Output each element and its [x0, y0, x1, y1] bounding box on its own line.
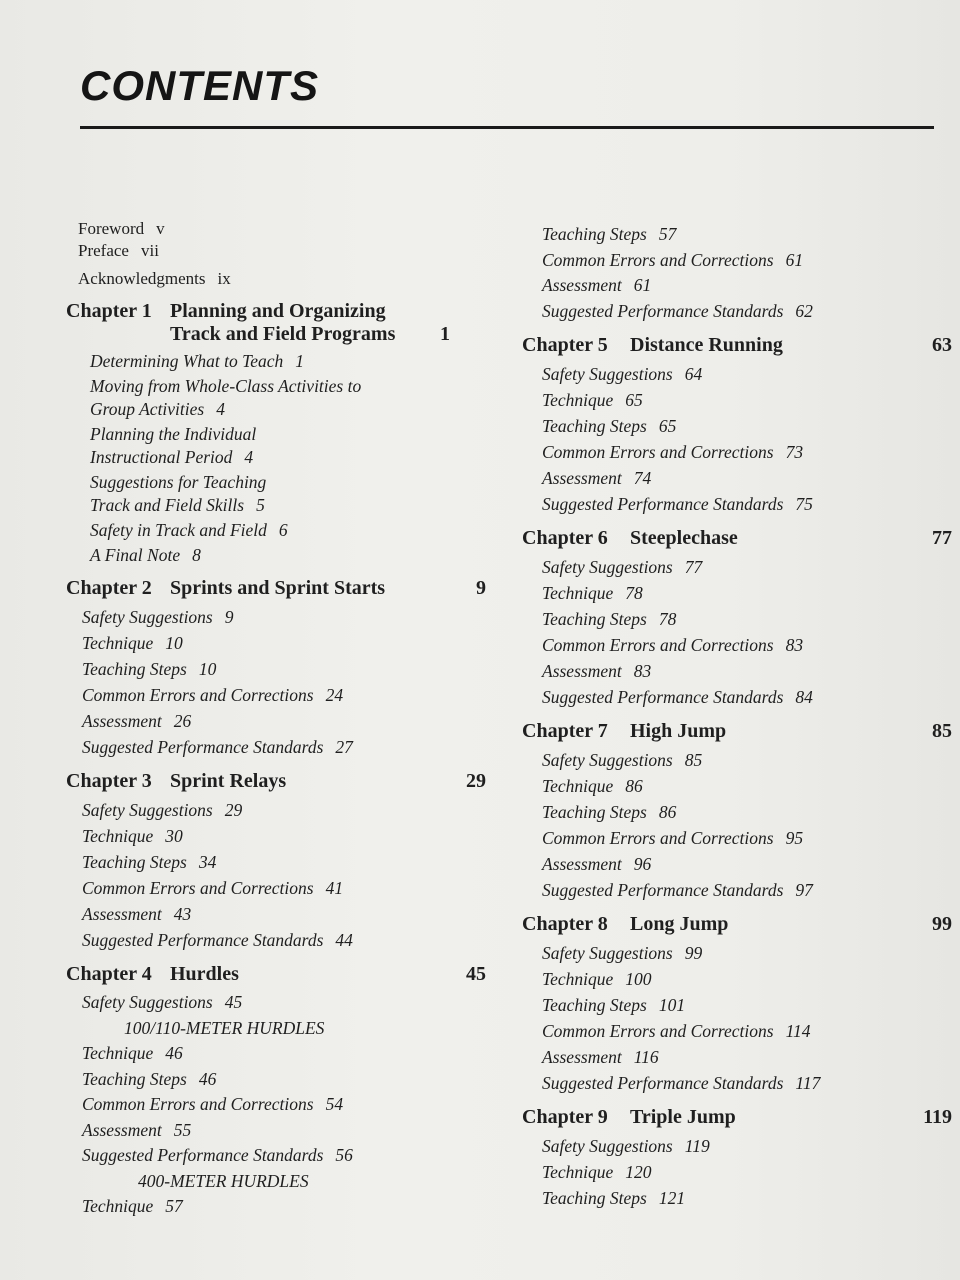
- chapter-section: [522, 334, 952, 517]
- toc-entry-page: 65: [625, 390, 643, 410]
- toc-entry: [542, 580, 952, 606]
- toc-entry-page: 34: [198, 852, 217, 872]
- toc-entry-label: Assessment: [542, 468, 622, 488]
- toc-entry: [542, 1044, 952, 1070]
- front-matter-page: v: [156, 219, 165, 238]
- chapter-label: Chapter 4: [66, 963, 152, 985]
- toc-entry-label: Suggested Performance Standards: [542, 687, 784, 707]
- toc-entry-label: Technique: [82, 1196, 154, 1216]
- chapter-section: [66, 577, 496, 760]
- toc-entry-page: 83: [785, 635, 804, 655]
- toc-entry-page: 1: [295, 351, 305, 371]
- chapter-section: [522, 1106, 952, 1211]
- toc-entry-page: 54: [325, 1094, 344, 1114]
- chapter-page: 63: [932, 334, 952, 356]
- toc-entry-label: Technique: [542, 390, 614, 410]
- toc-entry-label: Suggested Performance Standards: [82, 1145, 324, 1165]
- toc-entry: [82, 682, 496, 708]
- chapter-title: Planning and Organizing Track and Field Programs: [170, 300, 396, 345]
- toc-entry-label: Teaching Steps: [542, 995, 647, 1015]
- toc-entry-label: Suggested Performance Standards: [82, 737, 324, 757]
- front-matter-page: vii: [140, 241, 159, 260]
- toc-entry: [542, 877, 952, 903]
- toc-entry-page: 96: [633, 854, 652, 874]
- toc-entry-page: 45: [224, 992, 243, 1012]
- chapter-entries: [522, 554, 952, 710]
- chapter-entries: [522, 1133, 952, 1211]
- front-matter-label: Acknowledgments: [78, 269, 206, 288]
- chapter-page: 29: [466, 770, 486, 792]
- toc-entry-label: Assessment: [542, 661, 622, 681]
- toc-entry: [90, 350, 496, 373]
- toc-entry: [542, 773, 952, 799]
- toc-entry-page: 64: [684, 364, 703, 384]
- toc-entry: [82, 927, 496, 953]
- toc-entry-label: Teaching Steps: [542, 609, 647, 629]
- chapter-heading: [522, 527, 952, 550]
- toc-entry-label: Safety Suggestions: [542, 1136, 673, 1156]
- toc-entry-page: 100: [625, 969, 652, 989]
- front-matter-label: Preface: [78, 241, 129, 260]
- toc-entry-page: 44: [335, 930, 353, 950]
- toc-entry-page: 56: [335, 1145, 353, 1165]
- toc-entry: [542, 554, 952, 580]
- toc-entry-page: 46: [198, 1068, 217, 1089]
- toc-entry: [82, 1092, 496, 1118]
- toc-entry: [542, 684, 952, 710]
- chapter-section: [66, 770, 496, 953]
- toc-entry: [82, 1143, 496, 1169]
- toc-entry-page: 41: [325, 878, 344, 898]
- toc-entry: [542, 387, 952, 413]
- toc-entry: [82, 797, 496, 823]
- toc-entry-label: Common Errors and Corrections: [542, 635, 774, 655]
- toc-entry-page: 65: [658, 416, 677, 436]
- chapter-heading: [522, 1106, 952, 1129]
- toc-entry-label: Teaching Steps: [82, 852, 187, 872]
- toc-entry-page: 73: [785, 442, 804, 462]
- chapter-section: [66, 300, 496, 567]
- chapter-entries: [66, 604, 496, 760]
- toc-entry-label: Suggestions for Teaching Track and Field Skills: [90, 472, 267, 515]
- toc-entry: [82, 823, 496, 849]
- toc-entry-label: Suggested Performance Standards: [82, 930, 324, 950]
- toc-entry: [82, 604, 496, 630]
- chapter-title: Distance Running: [630, 334, 783, 356]
- chapter-page: 45: [466, 963, 486, 985]
- toc-entry-label: Common Errors and Corrections: [542, 828, 774, 848]
- toc-entry-label: Safety Suggestions: [82, 607, 213, 627]
- toc-entry-label: Teaching Steps: [542, 802, 647, 822]
- toc-entry-label: Technique: [82, 1043, 154, 1063]
- toc-entry: [542, 273, 952, 299]
- chapter-title: Steeplechase: [630, 527, 738, 549]
- toc-entry-page: 26: [173, 711, 192, 731]
- toc-entry-page: 46: [165, 1043, 183, 1063]
- toc-entry: [82, 849, 496, 875]
- contents-left-column: [66, 218, 496, 1220]
- toc-entry-label: Teaching Steps: [82, 659, 187, 679]
- toc-entry-label: Technique: [82, 633, 154, 653]
- chapter-label: Chapter 5: [522, 334, 608, 356]
- toc-entry-page: 83: [633, 661, 652, 681]
- chapter-heading: [66, 300, 496, 346]
- toc-entry-label: A Final Note: [90, 545, 181, 565]
- toc-entry-page: 5: [256, 495, 265, 515]
- chapter-section: [522, 720, 952, 903]
- toc-entry-label: Safety Suggestions: [82, 992, 213, 1012]
- chapter-title: Triple Jump: [630, 1106, 736, 1128]
- toc-entry-label: Teaching Steps: [542, 1188, 647, 1208]
- toc-entry-page: 117: [795, 1073, 821, 1093]
- toc-entry-label: Planning the Individual Instructional Period: [90, 424, 257, 467]
- toc-entry-label: Suggested Performance Standards: [542, 300, 784, 321]
- toc-entry-page: 57: [165, 1196, 183, 1216]
- toc-entry-page: 43: [173, 904, 192, 924]
- toc-entry-page: 78: [658, 609, 677, 629]
- toc-entry-page: 10: [198, 659, 217, 679]
- toc-entry: [82, 1067, 496, 1093]
- toc-entry: [542, 413, 952, 439]
- toc-entry-label: Suggested Performance Standards: [542, 1073, 784, 1093]
- toc-entry: [542, 658, 952, 684]
- toc-entry-label: Assessment: [542, 275, 622, 295]
- chapter-entries: [66, 797, 496, 953]
- toc-entry: [82, 901, 496, 927]
- toc-entry-label: Safety in Track and Field: [90, 520, 267, 540]
- chapter-page: 119: [923, 1106, 952, 1128]
- toc-entry-page: 78: [625, 583, 643, 603]
- toc-entry-page: 62: [795, 300, 813, 321]
- toc-entry-label: Moving from Whole-Class Activities to Group Activities: [90, 376, 362, 419]
- toc-entry-page: 57: [658, 224, 677, 244]
- chapter-label: Chapter 8: [522, 913, 608, 935]
- toc-entry: [542, 799, 952, 825]
- front-matter-page: ix: [217, 269, 231, 288]
- toc-entry-page: 119: [684, 1136, 710, 1156]
- toc-entry-label: Technique: [542, 583, 614, 603]
- toc-entry-page: 99: [684, 943, 703, 963]
- toc-entry-page: 10: [165, 633, 183, 653]
- chapter-label: Chapter 7: [522, 720, 608, 742]
- toc-entry-page: 121: [658, 1188, 686, 1208]
- title-rule: [80, 126, 934, 129]
- toc-entry-label: Determining What to Teach: [90, 351, 284, 371]
- toc-entry-page: 114: [785, 1021, 811, 1041]
- toc-entry-page: 116: [633, 1047, 659, 1067]
- chapter-page: 9: [476, 577, 486, 599]
- toc-entry: [542, 966, 952, 992]
- toc-subheading-label: 400-METER HURDLES: [138, 1170, 309, 1191]
- toc-entry: [90, 423, 290, 469]
- toc-entry: [542, 222, 952, 248]
- toc-entry-label: Teaching Steps: [82, 1068, 187, 1089]
- front-matter-item: [78, 218, 496, 240]
- chapter-title: High Jump: [630, 720, 727, 742]
- toc-entry-label: Teaching Steps: [542, 224, 647, 244]
- chapter-entries: [522, 747, 952, 903]
- chapter-label: Chapter 9: [522, 1106, 608, 1128]
- toc-entry: [90, 544, 496, 567]
- toc-entry: [542, 940, 952, 966]
- chapter-label: Chapter 1: [66, 300, 152, 322]
- toc-entry: [542, 465, 952, 491]
- toc-entry: [542, 747, 952, 773]
- chapter-page: 99: [932, 913, 952, 935]
- chapter-title: Sprint Relays: [170, 770, 287, 792]
- toc-entry: [82, 1194, 496, 1220]
- toc-entry: [542, 299, 952, 325]
- toc-entry: [542, 1070, 952, 1096]
- chapter-entries: [66, 990, 496, 1220]
- toc-entry-label: Suggested Performance Standards: [542, 494, 784, 514]
- toc-entry-page: 95: [785, 828, 804, 848]
- toc-entry: [82, 1041, 496, 1067]
- toc-entry: [542, 825, 952, 851]
- toc-entry-label: Safety Suggestions: [82, 800, 213, 820]
- toc-entry: [542, 248, 952, 274]
- toc-entry-label: Common Errors and Corrections: [542, 442, 774, 462]
- toc-entry-page: 86: [625, 776, 643, 796]
- front-matter: [66, 218, 496, 290]
- toc-entry: [542, 1133, 952, 1159]
- toc-entry: [542, 491, 952, 517]
- chapter-page: 77: [932, 527, 952, 549]
- chapter-heading: [522, 720, 952, 743]
- chapter-section: [522, 913, 952, 1096]
- toc-entry-label: Safety Suggestions: [542, 750, 673, 770]
- toc-entry-page: 86: [658, 802, 677, 822]
- toc-entry-page: 6: [278, 520, 288, 540]
- toc-entry-label: Common Errors and Corrections: [542, 249, 774, 270]
- toc-entry-label: Common Errors and Corrections: [82, 1094, 314, 1114]
- toc-entry: [82, 990, 496, 1016]
- toc-subheading: [82, 1169, 496, 1195]
- toc-entry: [542, 1018, 952, 1044]
- toc-entry-page: 77: [684, 557, 703, 577]
- toc-entry-page: 4: [244, 447, 254, 467]
- toc-entry: [542, 992, 952, 1018]
- toc-subheading-label: 100/110-METER HURDLES: [124, 1017, 325, 1038]
- toc-entry-label: Suggested Performance Standards: [542, 880, 784, 900]
- toc-entry: [82, 708, 496, 734]
- chapter-section: [522, 527, 952, 710]
- toc-entry-label: Assessment: [82, 904, 162, 924]
- page-title: CONTENTS: [80, 62, 319, 109]
- chapter-heading: [522, 334, 952, 357]
- chapter-page: 1: [440, 323, 450, 345]
- chapter-page: 85: [932, 720, 952, 742]
- toc-entry: [542, 361, 952, 387]
- chapter-title: Sprints and Sprint Starts: [170, 577, 386, 599]
- toc-entry-page: 101: [658, 995, 686, 1015]
- toc-entry: [542, 1159, 952, 1185]
- toc-entry-label: Safety Suggestions: [542, 364, 673, 384]
- toc-entry-label: Teaching Steps: [542, 416, 647, 436]
- front-matter-item: [78, 240, 496, 262]
- chapter-heading: [66, 770, 496, 793]
- toc-entry: [542, 439, 952, 465]
- toc-entry: [90, 519, 496, 542]
- toc-entry-label: Technique: [82, 826, 154, 846]
- front-matter-item: [78, 268, 496, 290]
- chapter-label: Chapter 2: [66, 577, 152, 599]
- front-matter-label: Foreword: [78, 219, 145, 238]
- toc-entry: [82, 656, 496, 682]
- toc-entry-label: Assessment: [542, 854, 622, 874]
- toc-entry-label: Common Errors and Corrections: [82, 685, 314, 705]
- chapter-label: Chapter 3: [66, 770, 152, 792]
- toc-entry: [82, 734, 496, 760]
- toc-entry-page: 75: [795, 494, 813, 514]
- toc-entry-label: Common Errors and Corrections: [82, 878, 314, 898]
- toc-entry-page: 120: [625, 1162, 652, 1182]
- contents-right-column: [522, 222, 952, 1211]
- toc-entry-label: Technique: [542, 776, 614, 796]
- toc-entry: [90, 471, 290, 517]
- chapter-title: Long Jump: [630, 913, 729, 935]
- toc-entry-page: 24: [325, 685, 344, 705]
- chapter-entries: [66, 350, 496, 567]
- toc-entry-label: Common Errors and Corrections: [542, 1021, 774, 1041]
- toc-entry-page: 4: [216, 399, 225, 419]
- toc-entry-page: 29: [224, 800, 243, 820]
- toc-entry-label: Assessment: [82, 1119, 162, 1140]
- chapter-entries: [522, 361, 952, 517]
- toc-entry: [542, 851, 952, 877]
- toc-entry-page: 8: [192, 545, 201, 565]
- chapter-label: Chapter 6: [522, 527, 608, 549]
- chapter-heading: [66, 577, 496, 600]
- toc-entry-page: 74: [633, 468, 652, 488]
- chapter-entries: [522, 940, 952, 1096]
- toc-entry-page: 61: [633, 275, 652, 295]
- chapter-heading: [66, 963, 496, 986]
- chapter-heading: [522, 913, 952, 936]
- toc-entry-page: 30: [165, 826, 183, 846]
- toc-entry-label: Technique: [542, 969, 614, 989]
- toc-entry-page: 61: [785, 249, 804, 270]
- toc-entry-page: 84: [795, 687, 813, 707]
- toc-entry: [82, 1118, 496, 1144]
- toc-entry-page: 27: [335, 737, 353, 757]
- toc-entry-label: Assessment: [82, 711, 162, 731]
- toc-entry-page: 85: [684, 750, 703, 770]
- toc-entry-label: Assessment: [542, 1047, 622, 1067]
- toc-entry-label: Safety Suggestions: [542, 943, 673, 963]
- toc-entry: [542, 1185, 952, 1211]
- toc-subheading: [82, 1016, 496, 1042]
- toc-entry: [90, 375, 380, 421]
- toc-entry-page: 97: [795, 880, 813, 900]
- chapter-section: [66, 963, 496, 1220]
- chapter-entries-continued: [522, 222, 952, 324]
- toc-entry: [542, 606, 952, 632]
- toc-entry-page: 55: [173, 1119, 192, 1140]
- toc-entry-label: Safety Suggestions: [542, 557, 673, 577]
- toc-entry-page: 9: [224, 607, 234, 627]
- chapter-title: Hurdles: [170, 963, 239, 985]
- toc-entry: [542, 632, 952, 658]
- toc-entry: [82, 875, 496, 901]
- toc-entry-label: Technique: [542, 1162, 614, 1182]
- toc-entry: [82, 630, 496, 656]
